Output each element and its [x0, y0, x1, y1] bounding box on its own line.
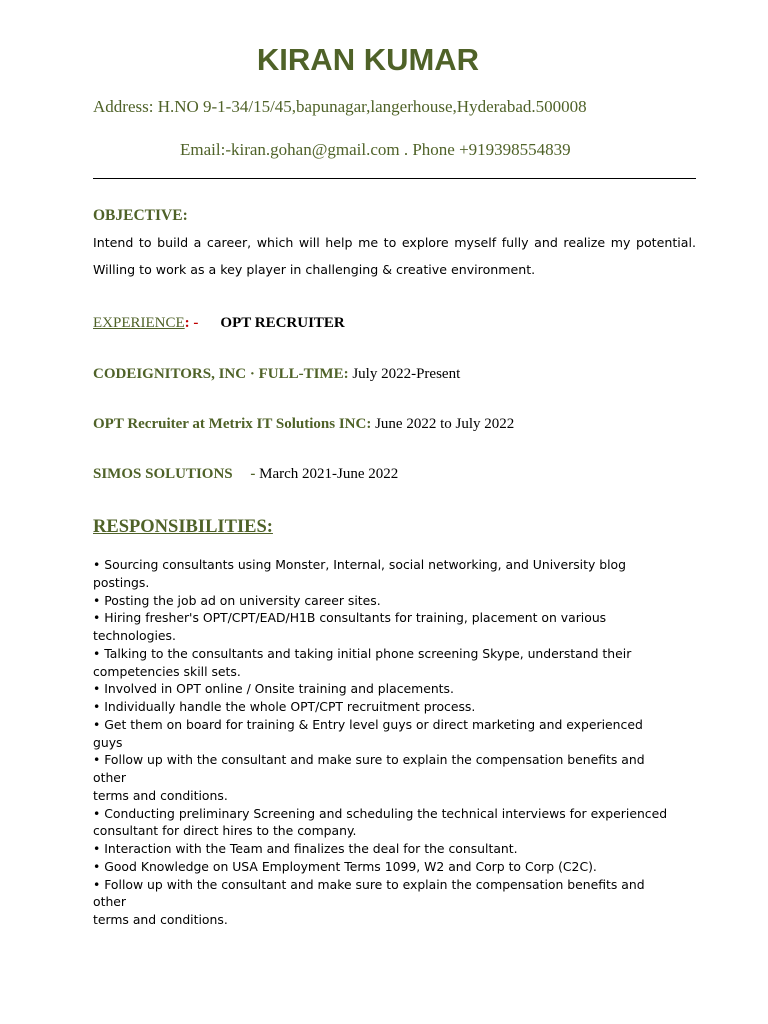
list-item: postings. [93, 574, 150, 590]
header-divider [93, 178, 696, 179]
list-item: technologies. [93, 628, 176, 643]
list-item: • Conducting preliminary Screening and scheduling the technical interviews for experienced [93, 805, 668, 821]
list-item: • Individually handle the whole OPT/CPT recruitment process. [93, 699, 476, 714]
list-item: • Get them on board for training & Entry level guys or direct marketing and experienced [93, 716, 643, 732]
list-item: • Involved in OPT online / Onsite training and placements. [93, 681, 454, 697]
job-entry [93, 416, 514, 433]
responsibilities-list [93, 556, 693, 929]
objective-line-2: Willing to work as a key player in challenging & creative environment. [93, 262, 536, 277]
contact-line: Email:-kiran.gohan@gmail.com . Phone +919398554839 [180, 140, 571, 159]
job-dash: - [250, 466, 256, 482]
job-company: OPT Recruiter at Metrix IT Solutions INC: [93, 416, 372, 432]
list-item: consultant for direct hires to the company. [93, 823, 357, 839]
list-item: • Hiring fresher's OPT/CPT/EAD/H1B consultants for training, placement on various [93, 610, 607, 626]
list-item: guys [93, 734, 123, 750]
experience-heading-row [93, 314, 345, 332]
list-item: • Follow up with the consultant and make sure to explain the compensation benefits and [93, 752, 645, 768]
objective-heading: OBJECTIVE: [93, 207, 188, 224]
objective-line-1: Intend to build a career, which will help me to explore myself fully and realize my potential. [93, 235, 696, 250]
list-item: • Follow up with the consultant and make sure to explain the compensation benefits and [93, 876, 645, 892]
responsibilities-heading: RESPONSIBILITIES: [93, 517, 273, 537]
job-period: June 2022 to July 2022 [375, 416, 515, 432]
job-company: SIMOS SOLUTIONS [93, 466, 233, 482]
list-item: • Sourcing consultants using Monster, Internal, social networking, and University blog [93, 557, 626, 572]
list-item: • Talking to the consultants and taking initial phone screening Skype, understand their [93, 645, 632, 661]
list-item: other [93, 894, 127, 910]
list-item: terms and conditions. [93, 787, 228, 803]
list-item: • Interaction with the Team and finalizes the deal for the consultant. [93, 841, 518, 856]
list-item: other [93, 770, 127, 785]
list-item: competencies skill sets. [93, 663, 241, 679]
experience-heading: EXPERIENCE [93, 315, 185, 331]
job-period: March 2021-June 2022 [259, 466, 399, 482]
list-item: • Good Knowledge on USA Employment Terms 1099, W2 and Corp to Corp (C2C). [93, 858, 597, 874]
experience-role: OPT RECRUITER [220, 315, 345, 331]
candidate-name: KIRAN KUMAR [256, 42, 480, 77]
job-company: CODEIGNITORS, INC · FULL-TIME: [93, 366, 349, 382]
job-entry [93, 366, 460, 383]
list-item: terms and conditions. [93, 912, 228, 927]
job-period: July 2022-Present [352, 366, 461, 382]
experience-separator: : - [184, 315, 199, 331]
address-line: Address: H.NO 9-1-34/15/45,bapunagar,langerhouse,Hyderabad.500008 [93, 97, 587, 116]
job-entry [93, 466, 398, 483]
list-item: • Posting the job ad on university career sites. [93, 592, 381, 608]
